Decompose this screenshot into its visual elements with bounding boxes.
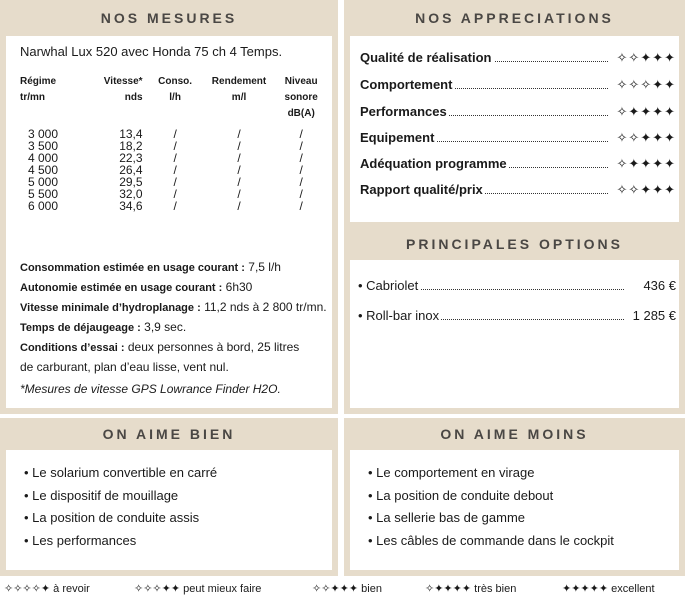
table-cell: /: [237, 187, 241, 201]
col-unit: m/l: [231, 92, 247, 103]
table-cell: /: [173, 175, 177, 189]
list-item: • La sellerie bas de gamme: [368, 507, 614, 530]
mesures-title: NOS MESURES: [100, 10, 238, 26]
spec-line: [20, 258, 327, 278]
spec-value: 7,5 l/h: [244, 260, 281, 274]
table-cell: /: [173, 151, 177, 165]
spec-label: Consommation estimée en usage courant :: [20, 262, 245, 274]
list-item: • Les performances: [24, 530, 217, 553]
column-header-regime: [20, 74, 77, 122]
col-unit: nds: [124, 92, 143, 103]
table-cell: 18,2: [119, 139, 143, 153]
table-cell: /: [299, 151, 303, 165]
table-cell: /: [173, 199, 177, 213]
measurements-body: [20, 128, 332, 212]
legend-stars-icon: ✦✦✦✦✦: [562, 583, 609, 595]
col-unit: l/h: [169, 92, 181, 103]
moins-list: [368, 462, 614, 552]
spec-value: de carburant, plan d’eau lisse, vent nul.: [20, 360, 229, 374]
list-item: • La position de conduite assis: [24, 507, 217, 530]
table-cell: /: [299, 187, 303, 201]
table-cell: 13,4: [119, 127, 143, 141]
table-cell: /: [173, 127, 177, 141]
option-row: [358, 308, 676, 323]
appreciations-panel: [344, 36, 685, 228]
appreciations-title: NOS APPRECIATIONS: [415, 10, 614, 26]
aime-title: ON AIME BIEN: [102, 426, 236, 442]
rating-stars-icon: ✧✦✦✦✦: [616, 156, 676, 171]
table-cell: 34,6: [119, 199, 143, 213]
list-item: • Le dispositif de mouillage: [24, 485, 217, 508]
moins-panel: [344, 450, 685, 576]
legend-item: [4, 582, 90, 595]
rating-stars-icon: ✧✧✦✦✦: [616, 50, 676, 65]
mesures-panel: [0, 36, 338, 414]
list-item: • Le comportement en virage: [368, 462, 614, 485]
legend-item: [425, 582, 516, 595]
spec-line: [20, 338, 327, 358]
specs-block: [20, 258, 327, 377]
table-cell: /: [237, 199, 241, 213]
table-cell: 3 000: [28, 127, 59, 141]
rating-row: [360, 77, 676, 92]
col-label: Niveau: [284, 76, 318, 87]
spec-label: Temps de déjaugeage :: [20, 322, 141, 334]
rating-legend: [0, 580, 685, 600]
col-label: Régime: [20, 76, 57, 87]
table-cell: 3 500: [28, 139, 59, 153]
rating-label: Qualité de réalisation: [360, 50, 492, 65]
column-header-vitesse: [77, 74, 143, 122]
table-cell: /: [237, 175, 241, 189]
column-header-conso: [143, 74, 208, 122]
table-cell: /: [237, 163, 241, 177]
option-price: 1 285 €: [632, 308, 676, 323]
table-row: [20, 200, 332, 212]
spec-label: Conditions d’essai :: [20, 342, 125, 354]
rating-label: Rapport qualité/prix: [360, 182, 483, 197]
legend-stars-icon: ✧✧✧✦✦: [134, 583, 181, 595]
rating-row: [360, 156, 676, 171]
gps-note: *Mesures de vitesse GPS Lowrance Finder H2O.: [20, 382, 281, 396]
rating-row: [360, 104, 676, 119]
table-cell: /: [299, 199, 303, 213]
rating-stars-icon: ✧✧✦✦✦: [616, 182, 676, 197]
spec-value: 11,2 nds à 2 800 tr/mn.: [200, 300, 327, 314]
table-cell: 6 000: [28, 199, 59, 213]
spec-line: [20, 358, 327, 377]
options-header: [344, 228, 685, 260]
list-item: • La position de conduite debout: [368, 485, 614, 508]
appreciations-header: [344, 0, 685, 36]
mesures-intro: Narwhal Lux 520 avec Honda 75 ch 4 Temps.: [20, 44, 283, 59]
table-cell: /: [173, 187, 177, 201]
table-cell: /: [299, 127, 303, 141]
spec-line: [20, 298, 327, 318]
legend-label: bien: [361, 583, 382, 595]
rating-stars-icon: ✧✧✧✦✦: [616, 77, 676, 92]
table-cell: /: [173, 139, 177, 153]
table-cell: 26,4: [119, 163, 143, 177]
table-cell: 4 000: [28, 151, 59, 165]
col-label: Vitesse*: [103, 76, 143, 87]
table-cell: /: [299, 175, 303, 189]
legend-item: [134, 582, 261, 595]
aime-panel: [0, 450, 338, 576]
list-item: • Le solarium convertible en carré: [24, 462, 217, 485]
spec-label: Vitesse minimale d’hydroplanage :: [20, 302, 201, 314]
column-header-niveau: [270, 74, 332, 122]
table-cell: /: [237, 127, 241, 141]
rating-label: Performances: [360, 104, 447, 119]
spec-value: deux personnes à bord, 25 litres: [124, 340, 300, 354]
rating-row: [360, 130, 676, 145]
moins-header: [344, 418, 685, 450]
rating-label: Equipement: [360, 130, 435, 145]
aime-header: [0, 418, 338, 450]
table-cell: 32,0: [119, 187, 143, 201]
aime-list: [24, 462, 217, 552]
table-cell: 22,3: [119, 151, 143, 165]
rating-label: Comportement: [360, 77, 453, 92]
rating-row: [360, 182, 676, 197]
table-cell: 5 000: [28, 175, 59, 189]
option-label: • Roll-bar inox: [358, 308, 440, 323]
legend-stars-icon: ✧✧✧✧✦: [4, 583, 51, 595]
spec-line: [20, 278, 327, 298]
table-cell: /: [237, 139, 241, 153]
spec-label: Autonomie estimée en usage courant :: [20, 282, 223, 294]
list-item: • Les câbles de commande dans le cockpit: [368, 530, 614, 553]
rating-label: Adéquation programme: [360, 156, 507, 171]
rating-stars-icon: ✧✦✦✦✦: [616, 104, 676, 119]
option-row: [358, 278, 676, 293]
table-cell: 4 500: [28, 163, 59, 177]
table-cell: /: [299, 163, 303, 177]
col-label: Conso.: [158, 76, 193, 87]
legend-label: très bien: [474, 583, 517, 595]
column-header-rendement: [208, 74, 271, 122]
legend-label: peut mieux faire: [183, 583, 262, 595]
legend-item: [562, 582, 655, 595]
spec-value: 3,9 sec.: [140, 320, 187, 334]
spec-line: [20, 318, 327, 338]
col-label: Rendement: [211, 76, 267, 87]
table-cell: /: [299, 139, 303, 153]
table-cell: 29,5: [119, 175, 143, 189]
table-cell: 5 500: [28, 187, 59, 201]
spec-value: 6h30: [222, 280, 253, 294]
option-price: 436 €: [643, 278, 676, 293]
table-cell: /: [237, 151, 241, 165]
table-header-row: [20, 74, 332, 122]
legend-label: à revoir: [53, 583, 90, 595]
options-panel: [344, 260, 685, 414]
measurements-table: [20, 74, 332, 212]
rating-stars-icon: ✧✧✦✦✦: [616, 130, 676, 145]
rating-row: [360, 50, 676, 65]
options-title: PRINCIPALES OPTIONS: [406, 236, 623, 252]
option-label: • Cabriolet: [358, 278, 419, 293]
moins-title: ON AIME MOINS: [440, 426, 589, 442]
legend-stars-icon: ✧✧✦✦✦: [312, 583, 359, 595]
legend-label: excellent: [611, 583, 655, 595]
table-cell: /: [173, 163, 177, 177]
legend-item: [312, 582, 382, 595]
col-unit: sonore dB(A): [284, 92, 318, 119]
legend-stars-icon: ✧✦✦✦✦: [425, 583, 472, 595]
col-unit: tr/mn: [20, 92, 45, 103]
mesures-header: [0, 0, 338, 36]
